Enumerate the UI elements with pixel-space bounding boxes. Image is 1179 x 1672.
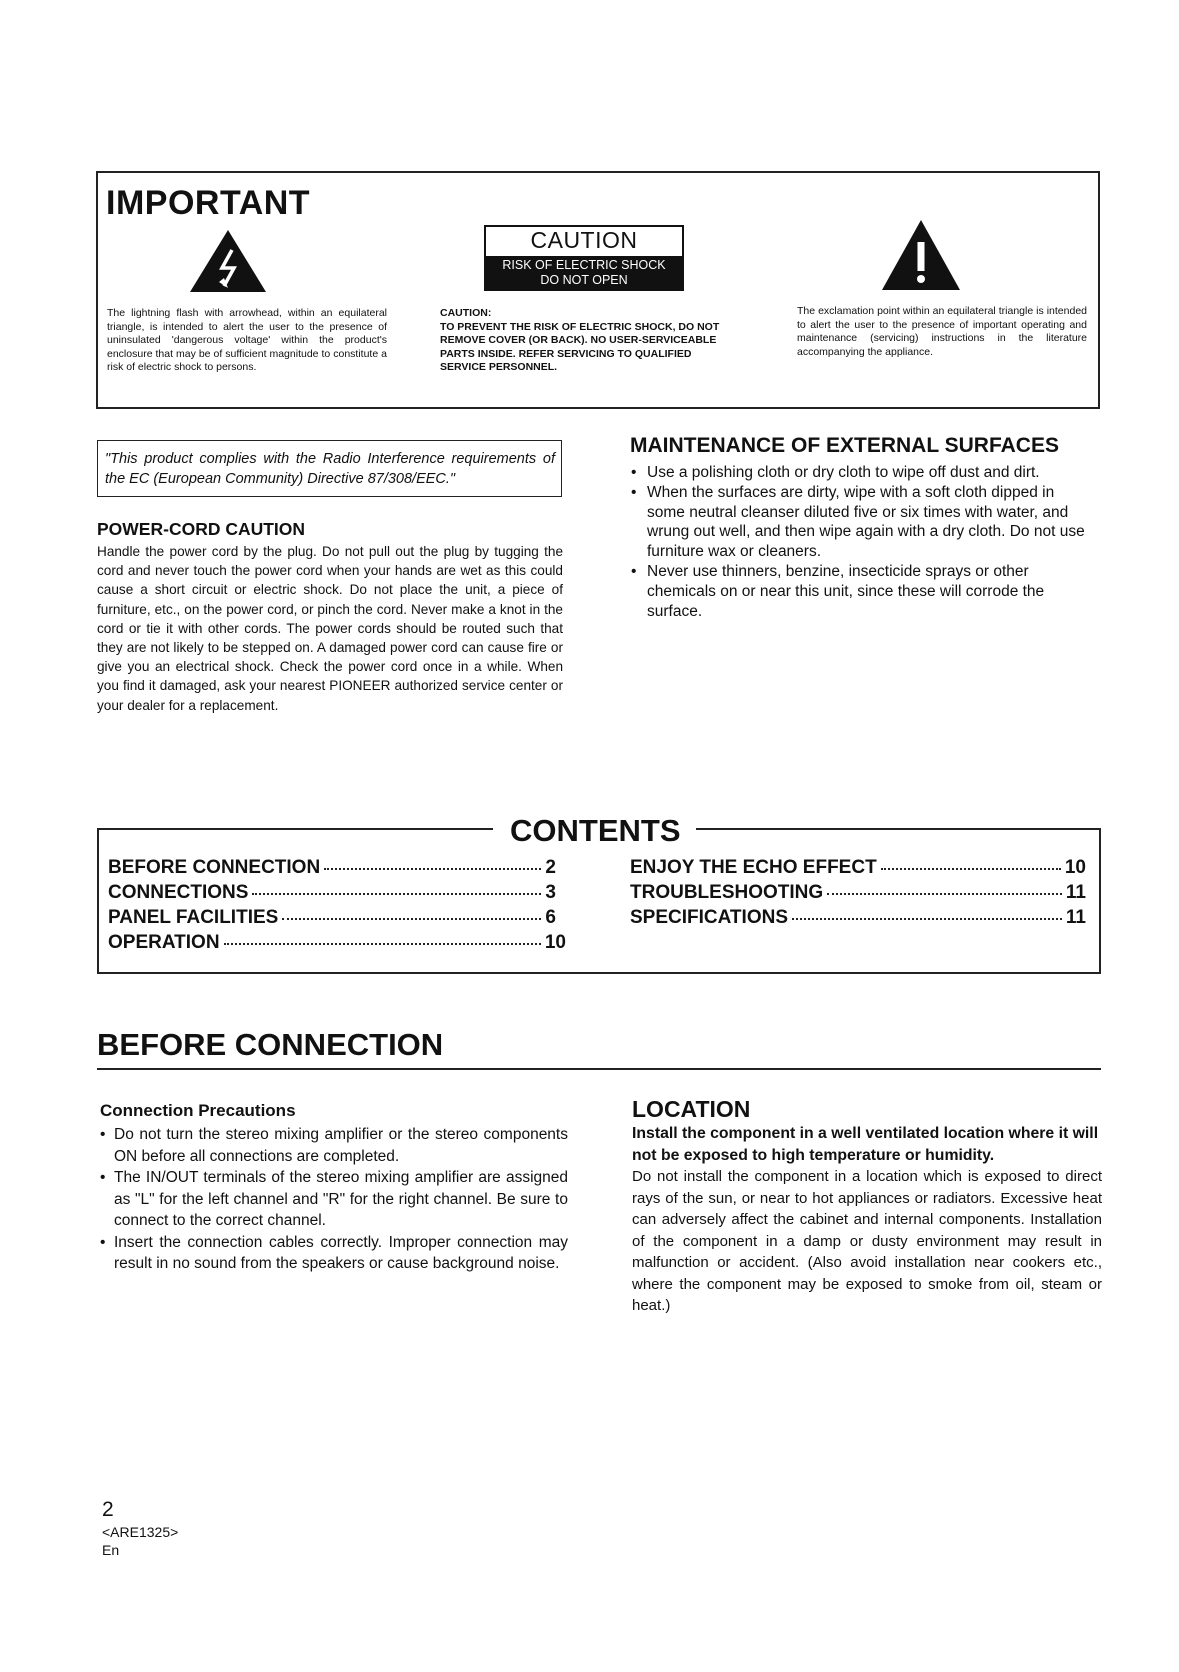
caution-text-heading: CAUTION: [440,307,492,319]
lightning-warning-icon [188,228,268,294]
list-item [630,562,1090,621]
location-body: Do not install the component in a location which is exposed to direct rays of the sun, or near to hot appliances or radiators. Excessive heat can adversely affect the cabinet and internal components. Installation of the component in a damp or dusty environment may result in malfunction or accident. (Also avoid installation near cookers etc., where the component may be exposed to smoke from oil, steam or heat.) [632,1168,1102,1314]
power-cord-title: POWER-CORD CAUTION [97,519,306,539]
section-rule [97,1068,1101,1070]
toc-leader [827,893,1062,895]
contents-left-edge [97,828,99,974]
location-lead: Install the component in a well ventilated location where it will not be exposed to high temperature or humidity. [632,1125,1099,1164]
toc-label: PANEL FACILITIES [108,907,279,928]
toc-page: 11 [1065,907,1086,928]
list-item [100,1167,568,1232]
list-item [100,1232,568,1275]
list-item [630,483,1090,562]
toc-leader [224,943,541,945]
bullet-icon: • [100,1126,106,1143]
exclamation-explanation: The exclamation point within an equilateral triangle is intended to alert the user to the presence of important operating and maintenance (servicing) instructions in the literature accompanying the appliance. [797,305,1087,358]
compliance-notice: "This product complies with the Radio Interference requirements of the EC (European Community) Directive 87/308/EEC." [97,440,562,497]
toc-entry[interactable] [108,882,556,906]
precautions-list [100,1124,568,1275]
list-item-text: The IN/OUT terminals of the stereo mixing amplifier are assigned as "L" for the left channel and "R" for the right channel. Be sure to connect to the correct channel. [114,1169,568,1229]
toc-entry[interactable] [108,857,556,881]
toc-label: SPECIFICATIONS [630,907,788,928]
toc-label: ENJOY THE ECHO EFFECT [630,857,877,878]
section-title: BEFORE CONNECTION [97,1027,444,1062]
toc-label: CONNECTIONS [108,882,249,903]
list-item-text: Insert the connection cables correctly. Improper connection may result in no sound from the speakers or cause background noise. [114,1233,568,1272]
toc-page: 3 [545,882,556,903]
bullet-icon: • [631,483,637,501]
precautions-title: Connection Precautions [100,1101,296,1120]
list-item [100,1124,568,1167]
contents-rule-left [97,828,493,830]
toc-label: OPERATION [108,932,220,953]
caution-sub-line1: RISK OF ELECTRIC SHOCK [502,258,666,272]
toc-entry[interactable] [108,932,566,956]
caution-text [440,307,740,375]
toc-entry[interactable] [630,907,1086,931]
maintenance-list [630,463,1090,621]
toc-page: 10 [1064,857,1086,878]
toc-page: 6 [545,907,556,928]
toc-page: 10 [544,932,566,953]
toc-leader [282,918,541,920]
list-item-text: When the surfaces are dirty, wipe with a soft cloth dipped in some neutral cleanser diluted five or six times with water, and wrung out well, and then wipe again with a dry cloth. Do not use furniture wax or cleaners. [647,483,1085,561]
list-item-text: Use a polishing cloth or dry cloth to wipe off dust and dirt. [647,464,1040,481]
toc-page: 2 [545,857,556,878]
document-code: <ARE1325> [102,1524,179,1540]
important-title: IMPORTANT [106,184,311,222]
caution-sub-line2: DO NOT OPEN [540,273,628,287]
location-title: LOCATION [632,1096,751,1122]
toc-leader [252,893,541,895]
toc-entry[interactable] [630,857,1086,881]
toc-label: BEFORE CONNECTION [108,857,321,878]
list-item-text: Never use thinners, benzine, insecticide sprays or other chemicals on or near this unit, since these will corrode the surface. [647,562,1045,620]
caution-text-body: TO PREVENT THE RISK OF ELECTRIC SHOCK, DO NOT REMOVE COVER (OR BACK). NO USER-SERVICEABLE PARTS INSIDE. REFER SERVICING TO QUALIFIED SERVICE PERSONNEL. [440,320,720,373]
toc-entry[interactable] [108,907,556,931]
power-cord-body: Handle the power cord by the plug. Do not pull out the plug by tugging the cord and never touch the power cord when your hands are wet as this could cause a short circuit or electric shock. Do not place the unit, a piece of furniture, etc., on the power cord, or pinch the cord. Never make a knot in the cord or tie it with other cords. The power cords should be routed such that they are not likely to be stepped on. A damaged power cord can cause fire or give you an electrical shock. Check the power cord once in a while. When you find it damaged, ask your nearest PIONEER authorized service center or your dealer for a replacement. [97,544,563,713]
caution-label-text: CAUTION [530,227,638,253]
bullet-icon: • [631,562,637,580]
list-item [630,463,1090,483]
toc-label: TROUBLESHOOTING [630,882,824,903]
bullet-icon: • [631,464,637,481]
bullet-icon: • [100,1169,106,1186]
language-code: En [102,1542,120,1558]
contents-rule-right [696,828,1101,830]
lightning-explanation: The lightning flash with arrowhead, within an equilateral triangle, is intended to alert the user to the presence of uninsulated 'dangerous voltage' within the product's enclosure that may be of sufficient magnitude to constitute a risk of electric shock to persons. [107,307,387,373]
page-number: 2 [102,1498,114,1521]
toc-leader [792,918,1062,920]
exclamation-warning-icon [880,218,962,292]
toc-entry[interactable] [630,882,1086,906]
contents-title: CONTENTS [510,813,681,848]
toc-leader [881,868,1061,870]
bullet-icon: • [100,1233,106,1251]
maintenance-title: MAINTENANCE OF EXTERNAL SURFACES [630,434,1059,457]
toc-leader [324,868,541,870]
list-item-text: Do not turn the stereo mixing amplifier or the stereo components ON before all connections are completed. [114,1126,568,1165]
caution-shock-banner [486,256,682,289]
toc-page: 11 [1065,882,1086,903]
